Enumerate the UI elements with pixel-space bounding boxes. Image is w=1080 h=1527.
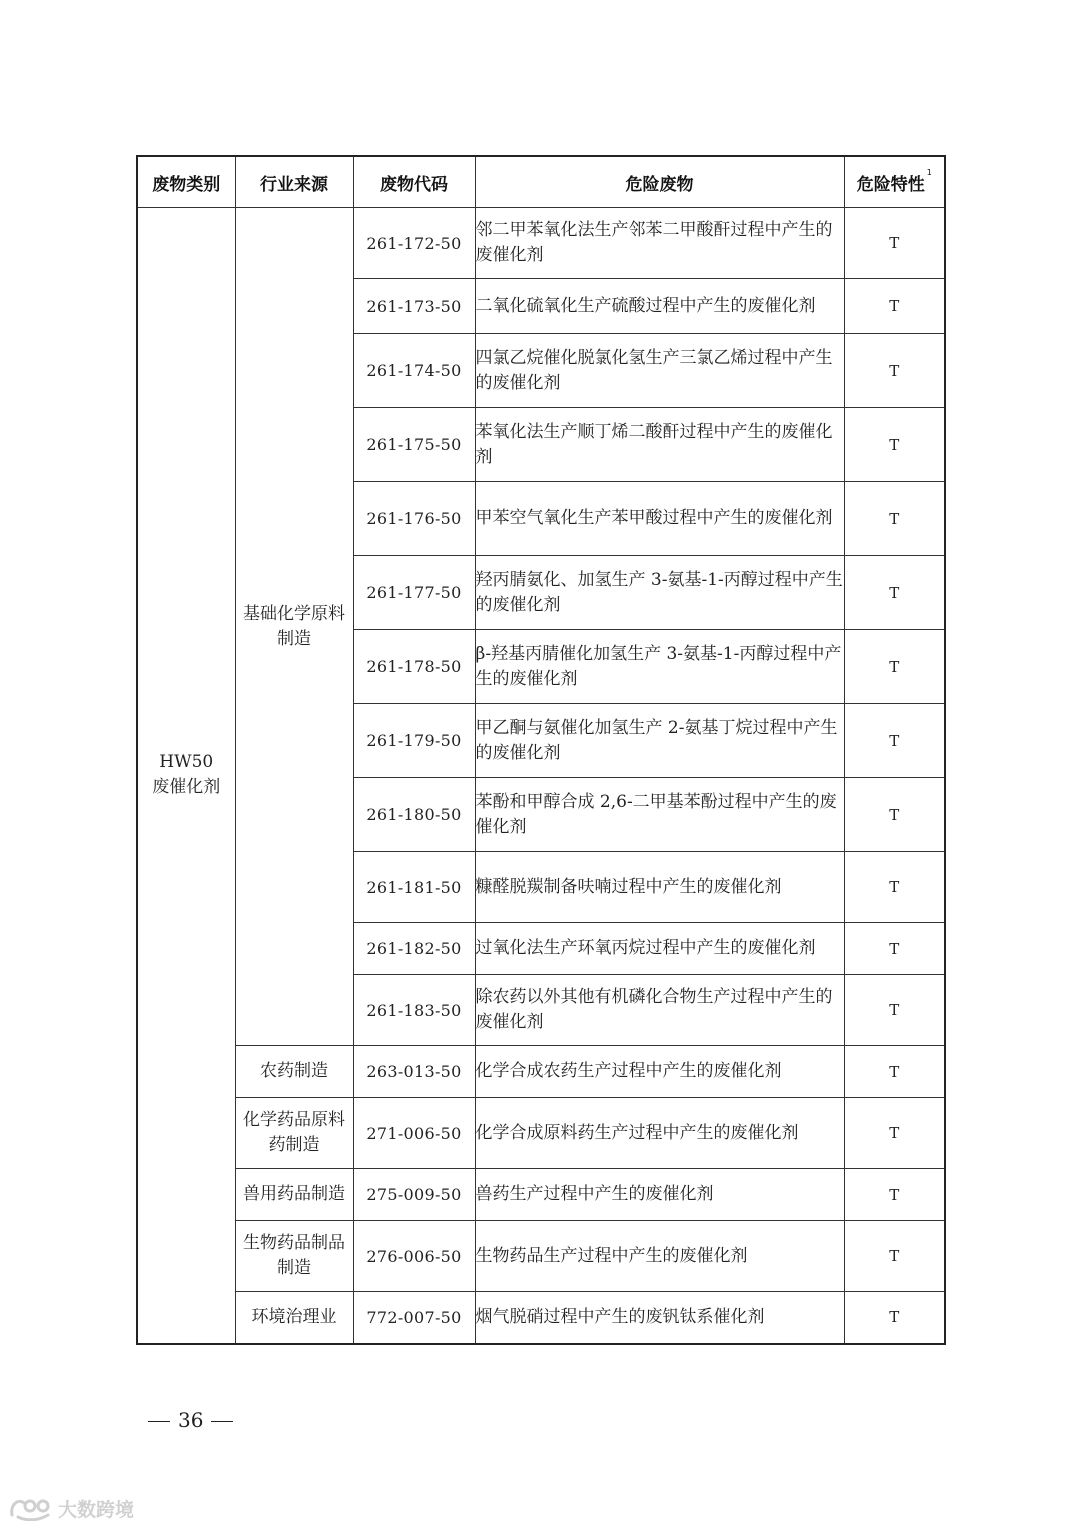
table-body [137,208,945,1344]
hazard-cell: T [844,334,945,408]
waste-cell: 甲乙酮与氨催化加氢生产 2-氨基丁烷过程中产生的废催化剂 [475,704,844,778]
category-code: HW50 [159,752,214,773]
watermark-logo-icon [8,1495,54,1521]
hazard-cell: T [844,1169,945,1221]
hazard-cell: T [844,208,945,279]
right-dash [211,1421,233,1422]
left-dash [148,1421,170,1422]
hazardous-waste-table [136,155,946,1345]
table-row [137,1221,945,1292]
table-row [137,1169,945,1221]
hazard-cell: T [844,279,945,334]
waste-cell: 羟丙腈氨化、加氢生产 3-氨基-1-丙醇过程中产生的废催化剂 [475,556,844,630]
waste-cell: 生物药品生产过程中产生的废催化剂 [475,1221,844,1292]
code-cell: 261-179-50 [353,704,475,778]
code-cell: 261-178-50 [353,630,475,704]
page-number-value: 36 [178,1408,204,1432]
code-cell: 261-177-50 [353,556,475,630]
page-number [140,1408,241,1432]
source-cell: 化学药品原料药制造 [235,1098,353,1169]
header-waste: 危险废物 [475,156,844,208]
waste-cell: 二氧化硫氧化生产硫酸过程中产生的废催化剂 [475,279,844,334]
hazard-cell: T [844,630,945,704]
code-cell: 275-009-50 [353,1169,475,1221]
waste-cell: 苯氧化法生产顺丁烯二酸酐过程中产生的废催化剂 [475,408,844,482]
code-cell: 261-183-50 [353,975,475,1046]
waste-cell: 苯酚和甲醇合成 2,6-二甲基苯酚过程中产生的废催化剂 [475,778,844,852]
code-cell: 276-006-50 [353,1221,475,1292]
hazard-cell: T [844,1292,945,1344]
waste-cell: 兽药生产过程中产生的废催化剂 [475,1169,844,1221]
hazard-footnote-marker: 1 [926,167,932,177]
table-row [137,1046,945,1098]
hazard-cell: T [844,852,945,923]
table-header-row [137,156,945,208]
code-cell: 261-181-50 [353,852,475,923]
waste-cell: 化学合成原料药生产过程中产生的废催化剂 [475,1098,844,1169]
hazard-cell: T [844,923,945,975]
code-cell: 261-173-50 [353,279,475,334]
header-code: 废物代码 [353,156,475,208]
waste-cell: 邻二甲苯氧化法生产邻苯二甲酸酐过程中产生的废催化剂 [475,208,844,279]
watermark-text: 大数跨境 [58,1498,135,1521]
source-cell: 基础化学原料制造 [235,208,353,1046]
code-cell: 261-182-50 [353,923,475,975]
hazard-cell: T [844,1098,945,1169]
header-hazard-label: 危险特性 [856,174,925,195]
table-row [137,1098,945,1169]
waste-cell: 过氧化法生产环氧丙烷过程中产生的废催化剂 [475,923,844,975]
code-cell: 772-007-50 [353,1292,475,1344]
hazard-cell: T [844,1046,945,1098]
code-cell: 261-172-50 [353,208,475,279]
waste-cell: 化学合成农药生产过程中产生的废催化剂 [475,1046,844,1098]
source-cell: 环境治理业 [235,1292,353,1344]
hazard-cell: T [844,1221,945,1292]
source-cell: 兽用药品制造 [235,1169,353,1221]
hazard-cell: T [844,975,945,1046]
header-category: 废物类别 [137,156,235,208]
hazard-cell: T [844,778,945,852]
hazard-cell: T [844,556,945,630]
code-cell: 261-180-50 [353,778,475,852]
header-hazard [844,156,945,208]
code-cell: 261-174-50 [353,334,475,408]
table-row [137,1292,945,1344]
waste-cell: 烟气脱硝过程中产生的废钒钛系催化剂 [475,1292,844,1344]
code-cell: 261-176-50 [353,482,475,556]
code-cell: 261-175-50 [353,408,475,482]
header-source: 行业来源 [235,156,353,208]
hazard-cell: T [844,482,945,556]
code-cell: 263-013-50 [353,1046,475,1098]
waste-cell: 除农药以外其他有机磷化合物生产过程中产生的废催化剂 [475,975,844,1046]
hazard-cell: T [844,704,945,778]
waste-cell: 四氯乙烷催化脱氯化氢生产三氯乙烯过程中产生的废催化剂 [475,334,844,408]
table-row [137,208,945,279]
watermark [8,1494,134,1522]
source-cell: 农药制造 [235,1046,353,1098]
waste-cell: β-羟基丙腈催化加氢生产 3-氨基-1-丙醇过程中产生的废催化剂 [475,630,844,704]
category-name: 废催化剂 [152,777,221,798]
code-cell: 271-006-50 [353,1098,475,1169]
waste-cell: 甲苯空气氧化生产苯甲酸过程中产生的废催化剂 [475,482,844,556]
waste-cell: 糠醛脱羰制备呋喃过程中产生的废催化剂 [475,852,844,923]
category-cell [137,208,235,1344]
source-cell: 生物药品制品制造 [235,1221,353,1292]
hazard-cell: T [844,408,945,482]
